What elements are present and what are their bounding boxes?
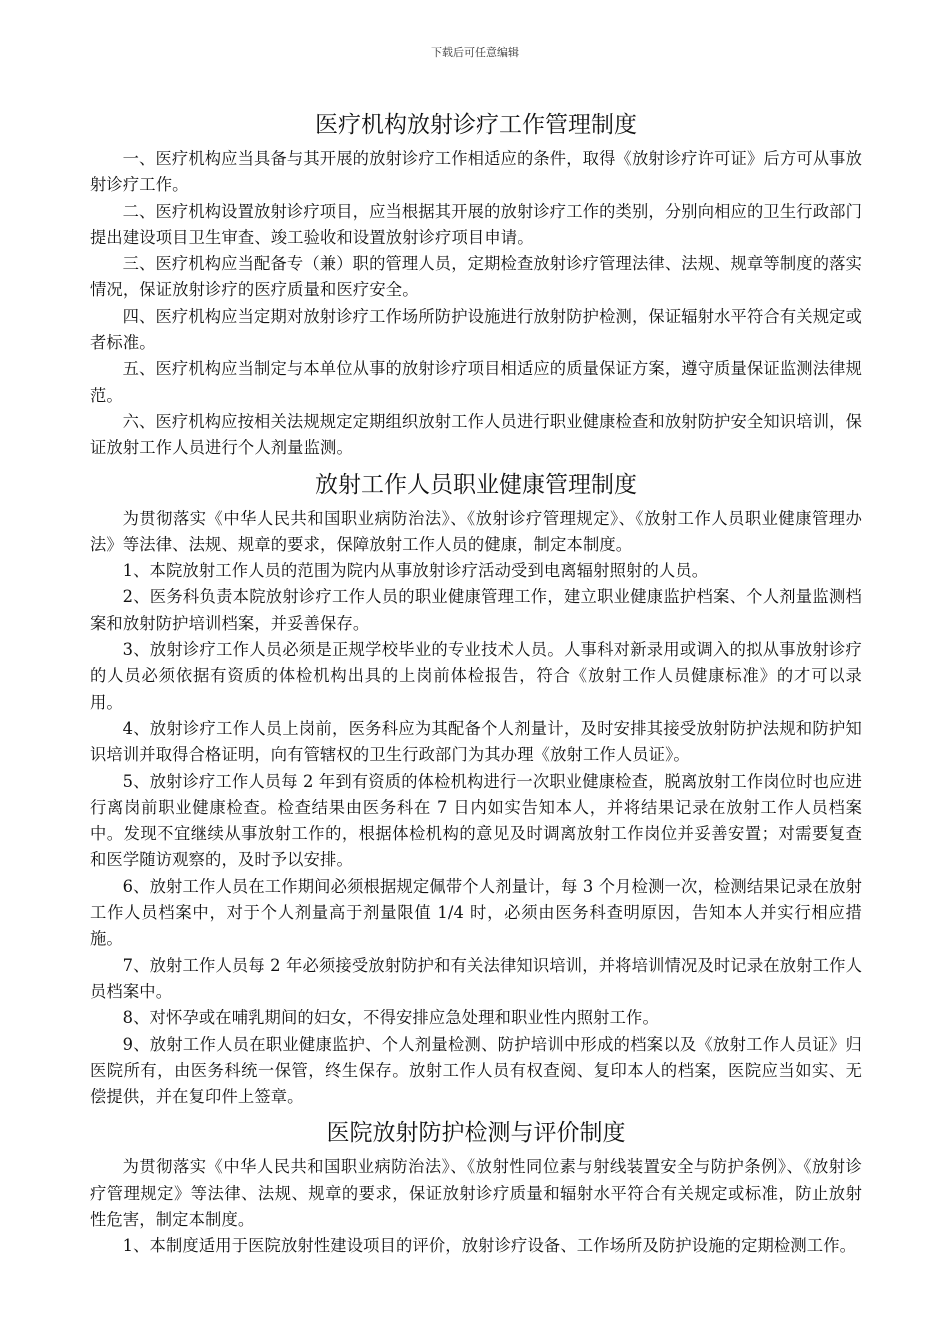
paragraph: 6、放射工作人员在工作期间必须根据规定佩带个人剂量计，每 3 个月检测一次，检测结果记录在放射工作人员档案中，对于个人剂量高于剂量限值 1/4 时，必须由医务科查明原因，告知本人并实行相应措施。: [90, 876, 862, 949]
paragraph: 9、放射工作人员在职业健康监护、个人剂量检测、防护培训中形成的档案以及《放射工作人员证》归医院所有，由医务科统一保管，终生保存。放射工作人员有权查阅、复印本人的档案，医院应当如实、无偿提供，并在复印件上签章。: [90, 1034, 862, 1107]
paragraph: 4、放射诊疗工作人员上岗前，医务科应为其配备个人剂量计，及时安排其接受放射防护法规和防护知识培训并取得合格证明，向有管辖权的卫生行政部门为其办理《放射工作人员证》。: [90, 718, 862, 765]
paragraph: 3、放射诊疗工作人员必须是正规学校毕业的专业技术人员。人事科对新录用或调入的拟从事放射诊疗的人员必须依据有资质的体检机构出具的上岗前体检报告，符合《放射工作人员健康标准》的才可以录用。: [90, 640, 862, 712]
paragraph: 一、医疗机构应当具备与其开展的放射诊疗工作相适应的条件，取得《放射诊疗许可证》后方可从事放射诊疗工作。: [90, 149, 863, 195]
section-occupational-health: [90, 464, 862, 1111]
paragraph: 三、医疗机构应当配备专（兼）职的管理人员，定期检查放射诊疗管理法律、法规、规章等制度的落实情况，保证放射诊疗的医疗质量和医疗安全。: [90, 254, 863, 300]
section-title: 放射工作人员职业健康管理制度: [315, 471, 637, 498]
paragraph: 为贯彻落实《中华人民共和国职业病防治法》、《放射性同位素与射线装置安全与防护条例》、《放射诊疗管理规定》等法律、法规、规章的要求，保证放射诊疗质量和辐射水平符合有关规定或标准，防止放射性危害，制定本制度。: [90, 1157, 862, 1229]
paragraph: 为贯彻落实《中华人民共和国职业病防治法》、《放射诊疗管理规定》、《放射工作人员职业健康管理办法》等法律、法规、规章的要求，保障放射工作人员的健康，制定本制度。: [90, 508, 862, 554]
document-body: [90, 104, 862, 1260]
paragraph: 7、放射工作人员每 2 年必须接受放射防护和有关法律知识培训，并将培训情况及时记录在放射工作人员档案中。: [90, 955, 862, 1001]
paragraph: 六、医疗机构应按相关法规规定定期组织放射工作人员进行职业健康检查和放射防护安全知识培训，保证放射工作人员进行个人剂量监测。: [90, 411, 863, 458]
paragraph: 四、医疗机构应当定期对放射诊疗工作场所防护设施进行放射防护检测，保证辐射水平符合有关规定或者标准。: [90, 306, 863, 353]
paragraph: 五、医疗机构应当制定与本单位从事的放射诊疗项目相适应的质量保证方案，遵守质量保证监测法律规范。: [90, 359, 863, 405]
paragraph: 5、放射诊疗工作人员每 2 年到有资质的体检机构进行一次职业健康检查，脱离放射工作岗位时也应进行离岗前职业健康检查。检查结果由医务科在 7 日内如实告知本人，并将结果记录在放射工作人员档案中。发现不宜继续从事放射工作的，根据体检机构的意见及时调离放射工作岗位并妥善安置；对需要复查和医学随访观察的，及时予以安排。: [90, 771, 862, 870]
header-note: 下载后可任意编辑: [431, 46, 519, 59]
section-radiation-protection-testing: [90, 1112, 862, 1259]
paragraph: 1、本院放射工作人员的范围为院内从事放射诊疗活动受到电离辐射照射的人员。: [122, 561, 709, 581]
paragraph: 8、对怀孕或在哺乳期间的妇女，不得安排应急处理和职业性内照射工作。: [122, 1008, 659, 1028]
section-title: 医院放射防护检测与评价制度: [326, 1120, 626, 1147]
paragraph: 2、医务科负责本院放射诊疗工作人员的职业健康管理工作，建立职业健康监护档案、个人剂量监测档案和放射防护培训档案，并妥善保存。: [90, 587, 862, 633]
paragraph: 二、医疗机构设置放射诊疗项目，应当根据其开展的放射诊疗工作的类别，分别向相应的卫生行政部门提出建设项目卫生审查、竣工验收和设置放射诊疗项目申请。: [90, 201, 863, 247]
section-radiology-work-management: [90, 104, 862, 462]
section-title: 医疗机构放射诊疗工作管理制度: [315, 112, 637, 138]
paragraph: 1、本制度适用于医院放射性建设项目的评价，放射诊疗设备、工作场所及防护设施的定期检测工作。: [122, 1236, 857, 1256]
